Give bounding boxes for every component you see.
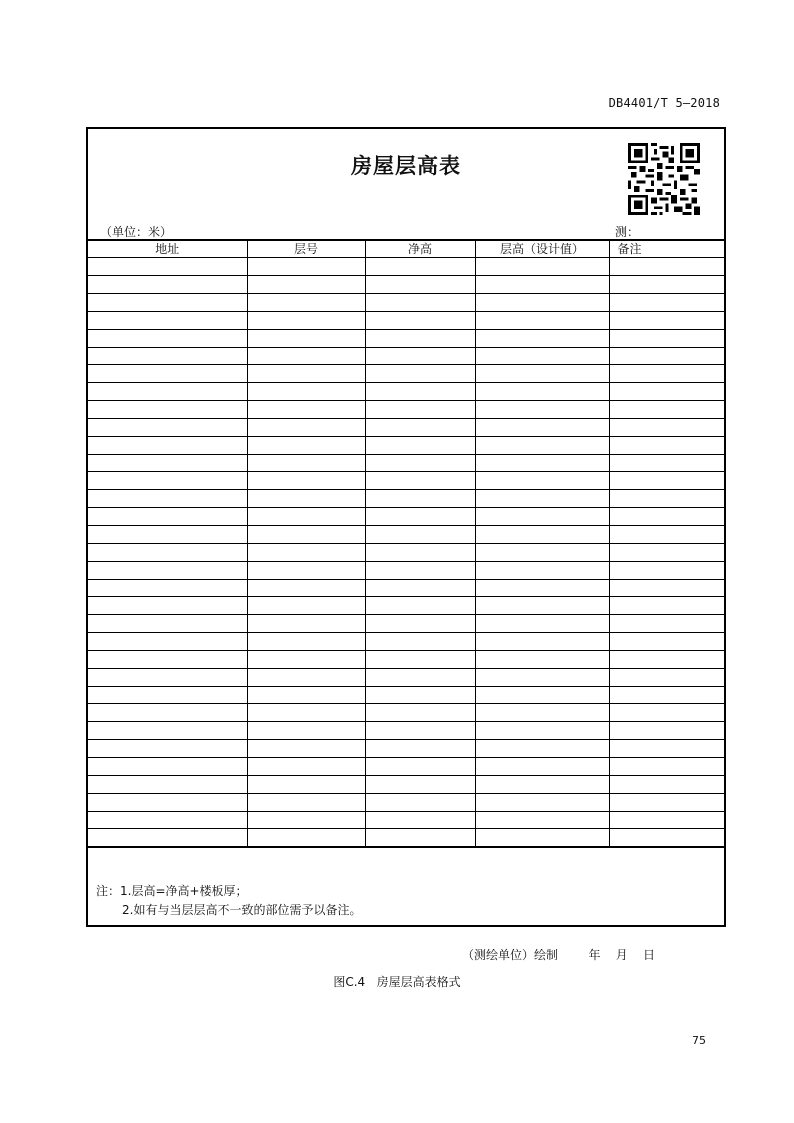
table-cell bbox=[609, 668, 724, 686]
table-cell bbox=[365, 472, 475, 490]
table-cell bbox=[365, 757, 475, 775]
table-cell bbox=[365, 740, 475, 758]
table-cell bbox=[609, 811, 724, 829]
table-cell bbox=[88, 472, 247, 490]
table-cell bbox=[609, 418, 724, 436]
table-cell bbox=[475, 436, 609, 454]
table-cell bbox=[475, 650, 609, 668]
table-cell bbox=[365, 829, 475, 847]
table-row bbox=[88, 294, 724, 312]
table-cell bbox=[88, 383, 247, 401]
table-cell bbox=[247, 757, 365, 775]
table-cell bbox=[247, 383, 365, 401]
table-cell bbox=[365, 650, 475, 668]
table-cell bbox=[475, 811, 609, 829]
table-cell bbox=[609, 579, 724, 597]
table-cell bbox=[365, 811, 475, 829]
table-row bbox=[88, 365, 724, 383]
table-cell bbox=[609, 276, 724, 294]
table-cell bbox=[88, 454, 247, 472]
table-cell bbox=[247, 258, 365, 276]
table-cell bbox=[475, 668, 609, 686]
table-cell bbox=[475, 311, 609, 329]
table-cell bbox=[247, 704, 365, 722]
table-cell bbox=[475, 829, 609, 847]
table-cell bbox=[88, 757, 247, 775]
table-cell bbox=[247, 454, 365, 472]
table-cell bbox=[365, 401, 475, 419]
table-cell bbox=[88, 490, 247, 508]
table-cell bbox=[475, 775, 609, 793]
table-cell bbox=[247, 561, 365, 579]
table-row bbox=[88, 650, 724, 668]
table-cell bbox=[609, 508, 724, 526]
table-cell bbox=[609, 650, 724, 668]
note-line-1: 注：1.层高=净高+楼板厚； bbox=[96, 884, 248, 898]
table-header-row bbox=[88, 240, 724, 258]
table-cell bbox=[88, 633, 247, 651]
table-cell bbox=[365, 561, 475, 579]
notes bbox=[96, 882, 361, 920]
table-row bbox=[88, 757, 724, 775]
table-cell bbox=[609, 472, 724, 490]
table-cell bbox=[88, 829, 247, 847]
table-cell bbox=[365, 579, 475, 597]
table-cell bbox=[475, 740, 609, 758]
table-cell bbox=[88, 526, 247, 544]
table-cell bbox=[475, 615, 609, 633]
survey-label: 测： bbox=[615, 225, 640, 239]
drawn-by-line: （测绘单位）绘制 年 月 日 bbox=[462, 948, 656, 962]
table-cell bbox=[365, 490, 475, 508]
table-row bbox=[88, 454, 724, 472]
table-cell bbox=[365, 722, 475, 740]
table-cell bbox=[247, 311, 365, 329]
table-cell bbox=[88, 615, 247, 633]
table-row bbox=[88, 418, 724, 436]
column-header-floor-height-design: 层高（设计值） bbox=[475, 240, 609, 258]
table-cell bbox=[247, 811, 365, 829]
table-cell bbox=[365, 543, 475, 561]
table-cell bbox=[475, 418, 609, 436]
table-cell bbox=[365, 329, 475, 347]
table-cell bbox=[365, 365, 475, 383]
table-cell bbox=[609, 329, 724, 347]
table-cell bbox=[365, 686, 475, 704]
form-title: 房屋层高表 bbox=[351, 153, 461, 178]
table-cell bbox=[247, 579, 365, 597]
standard-code: DB4401/T 5—2018 bbox=[608, 96, 720, 110]
table-cell bbox=[365, 793, 475, 811]
table-row bbox=[88, 347, 724, 365]
table-row bbox=[88, 508, 724, 526]
table-cell bbox=[88, 704, 247, 722]
table-row bbox=[88, 811, 724, 829]
table-row bbox=[88, 436, 724, 454]
table-cell bbox=[609, 347, 724, 365]
table-cell bbox=[609, 722, 724, 740]
table-cell bbox=[247, 686, 365, 704]
table-cell bbox=[475, 454, 609, 472]
table-row bbox=[88, 686, 724, 704]
table-row bbox=[88, 472, 724, 490]
table-cell bbox=[475, 472, 609, 490]
table-cell bbox=[247, 740, 365, 758]
table-cell bbox=[247, 615, 365, 633]
column-header-address: 地址 bbox=[88, 240, 247, 258]
table-cell bbox=[609, 311, 724, 329]
table-cell bbox=[88, 686, 247, 704]
table-cell bbox=[609, 829, 724, 847]
note-line-2: 2.如有与当层层高不一致的部位需予以备注。 bbox=[122, 903, 362, 917]
page-number: 75 bbox=[692, 1034, 706, 1047]
table-cell bbox=[365, 633, 475, 651]
table-cell bbox=[609, 383, 724, 401]
table-row bbox=[88, 311, 724, 329]
table-cell bbox=[475, 633, 609, 651]
table-cell bbox=[365, 294, 475, 312]
table-cell bbox=[609, 526, 724, 544]
table-cell bbox=[475, 543, 609, 561]
table-cell bbox=[365, 276, 475, 294]
unit-label: （单位：米） bbox=[100, 225, 173, 239]
table-cell bbox=[475, 490, 609, 508]
table-cell bbox=[609, 775, 724, 793]
table-cell bbox=[88, 775, 247, 793]
table-row bbox=[88, 258, 724, 276]
table-cell bbox=[609, 757, 724, 775]
table-cell bbox=[609, 561, 724, 579]
table-cell bbox=[88, 294, 247, 312]
table-row bbox=[88, 579, 724, 597]
table-cell bbox=[247, 418, 365, 436]
table-row bbox=[88, 775, 724, 793]
table-cell bbox=[365, 704, 475, 722]
table-cell bbox=[247, 490, 365, 508]
table-cell bbox=[365, 615, 475, 633]
table-cell bbox=[475, 793, 609, 811]
table-cell bbox=[247, 793, 365, 811]
table-cell bbox=[609, 401, 724, 419]
table-cell bbox=[365, 311, 475, 329]
table-cell bbox=[88, 722, 247, 740]
table-cell bbox=[247, 526, 365, 544]
table-row bbox=[88, 597, 724, 615]
form-frame bbox=[86, 127, 726, 927]
table-cell bbox=[88, 329, 247, 347]
table-cell bbox=[88, 543, 247, 561]
table-row bbox=[88, 668, 724, 686]
table-cell bbox=[475, 258, 609, 276]
table-cell bbox=[88, 436, 247, 454]
table-cell bbox=[88, 347, 247, 365]
column-header-clear-height: 净高 bbox=[365, 240, 475, 258]
table-cell bbox=[609, 704, 724, 722]
table-cell bbox=[609, 543, 724, 561]
table-cell bbox=[247, 329, 365, 347]
table-cell bbox=[88, 650, 247, 668]
table-cell bbox=[247, 650, 365, 668]
table-cell bbox=[247, 633, 365, 651]
table-row bbox=[88, 829, 724, 847]
table-cell bbox=[247, 436, 365, 454]
table-cell bbox=[475, 383, 609, 401]
table-row bbox=[88, 490, 724, 508]
table-cell bbox=[609, 615, 724, 633]
table-cell bbox=[475, 276, 609, 294]
table-cell bbox=[365, 418, 475, 436]
table-cell bbox=[475, 347, 609, 365]
table-cell bbox=[475, 722, 609, 740]
table-cell bbox=[247, 365, 365, 383]
table-cell bbox=[88, 740, 247, 758]
table-cell bbox=[609, 454, 724, 472]
table-cell bbox=[475, 757, 609, 775]
table-cell bbox=[88, 311, 247, 329]
table-row bbox=[88, 329, 724, 347]
table-cell bbox=[475, 365, 609, 383]
table-cell bbox=[609, 365, 724, 383]
table-cell bbox=[365, 454, 475, 472]
table-cell bbox=[247, 347, 365, 365]
table-cell bbox=[365, 775, 475, 793]
table-cell bbox=[88, 579, 247, 597]
table-cell bbox=[247, 597, 365, 615]
table-cell bbox=[365, 597, 475, 615]
table-cell bbox=[475, 561, 609, 579]
table-cell bbox=[365, 668, 475, 686]
table-cell bbox=[475, 704, 609, 722]
table-cell bbox=[247, 472, 365, 490]
table-row bbox=[88, 722, 724, 740]
table-row bbox=[88, 383, 724, 401]
table-cell bbox=[88, 561, 247, 579]
table-cell bbox=[365, 347, 475, 365]
table-cell bbox=[609, 490, 724, 508]
table-cell bbox=[247, 722, 365, 740]
table-cell bbox=[247, 829, 365, 847]
table-row bbox=[88, 740, 724, 758]
table-row bbox=[88, 276, 724, 294]
figure-caption: 图C.4 房屋层高表格式 bbox=[333, 975, 461, 989]
table-row bbox=[88, 704, 724, 722]
table-cell bbox=[609, 793, 724, 811]
table-row bbox=[88, 543, 724, 561]
table-cell bbox=[88, 276, 247, 294]
table-row bbox=[88, 401, 724, 419]
table-cell bbox=[475, 686, 609, 704]
table-cell bbox=[609, 633, 724, 651]
table-cell bbox=[365, 508, 475, 526]
table-cell bbox=[88, 597, 247, 615]
qr-code-icon bbox=[628, 143, 700, 215]
table-row bbox=[88, 526, 724, 544]
table-cell bbox=[365, 526, 475, 544]
column-header-floor-number: 层号 bbox=[247, 240, 365, 258]
table-cell bbox=[247, 775, 365, 793]
table-cell bbox=[247, 543, 365, 561]
column-header-remarks: 备注 bbox=[609, 240, 724, 258]
table-cell bbox=[609, 294, 724, 312]
table-cell bbox=[365, 258, 475, 276]
table-cell bbox=[88, 418, 247, 436]
table-cell bbox=[475, 526, 609, 544]
table-cell bbox=[88, 401, 247, 419]
table-cell bbox=[88, 811, 247, 829]
table-cell bbox=[365, 383, 475, 401]
table-cell bbox=[247, 401, 365, 419]
table-cell bbox=[609, 597, 724, 615]
table-row bbox=[88, 561, 724, 579]
table-cell bbox=[247, 294, 365, 312]
table-cell bbox=[88, 508, 247, 526]
table-cell bbox=[88, 258, 247, 276]
table-cell bbox=[88, 668, 247, 686]
table-cell bbox=[475, 401, 609, 419]
table-cell bbox=[609, 740, 724, 758]
floor-height-table bbox=[88, 239, 724, 848]
table-cell bbox=[475, 329, 609, 347]
table-cell bbox=[609, 686, 724, 704]
table-cell bbox=[247, 508, 365, 526]
table-cell bbox=[609, 436, 724, 454]
table-row bbox=[88, 793, 724, 811]
table-cell bbox=[247, 668, 365, 686]
table-row bbox=[88, 615, 724, 633]
table-cell bbox=[609, 258, 724, 276]
table-cell bbox=[88, 793, 247, 811]
table-row bbox=[88, 633, 724, 651]
table-cell bbox=[475, 294, 609, 312]
table-cell bbox=[247, 276, 365, 294]
table-cell bbox=[88, 365, 247, 383]
table-cell bbox=[475, 579, 609, 597]
table-cell bbox=[475, 508, 609, 526]
table-cell bbox=[365, 436, 475, 454]
table-cell bbox=[475, 597, 609, 615]
